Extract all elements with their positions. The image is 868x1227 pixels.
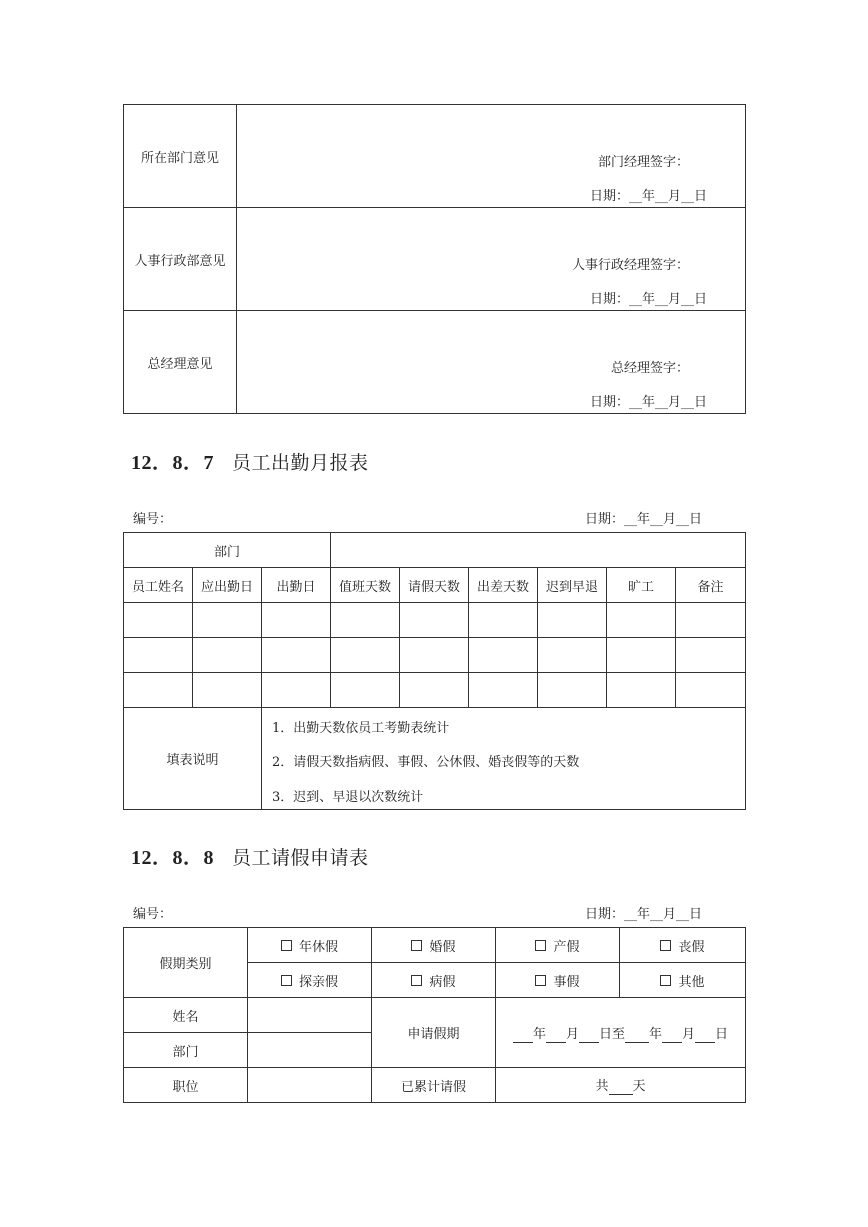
checkbox-icon[interactable] <box>281 940 292 951</box>
leave-type-option[interactable] <box>620 963 746 998</box>
section-title: 员工请假申请表 <box>232 847 369 869</box>
table-row <box>124 638 746 673</box>
checkbox-icon[interactable] <box>281 975 292 986</box>
note-item: 1．出勤天数依员工考勤表统计 <box>272 721 450 736</box>
date-label: 日期：__年__月__日 <box>585 907 703 922</box>
period-part: 日至 <box>598 1026 625 1042</box>
column-header: 备注 <box>676 568 746 603</box>
leave-type-option[interactable] <box>372 963 496 998</box>
column-header: 请假天数 <box>400 568 469 603</box>
input-cell[interactable] <box>124 603 193 638</box>
input-cell[interactable] <box>331 638 400 673</box>
leave-type-option[interactable] <box>496 928 620 963</box>
checkbox-icon[interactable] <box>535 940 546 951</box>
blank[interactable] <box>546 1027 566 1043</box>
blank[interactable] <box>513 1027 533 1043</box>
checkbox-icon[interactable] <box>660 940 671 951</box>
section-heading-leave <box>131 841 369 870</box>
name-field[interactable] <box>248 998 372 1033</box>
approval-table <box>123 104 746 414</box>
blank[interactable] <box>662 1027 682 1043</box>
gm-sign-label: 总经理签字： <box>610 361 689 376</box>
section-number: 12．8．8 <box>131 847 214 869</box>
serial-label: 编号： <box>133 512 173 527</box>
option-label: 婚假 <box>429 939 456 955</box>
input-cell[interactable] <box>676 638 746 673</box>
table-row <box>124 673 746 708</box>
hr-opinion-field[interactable] <box>237 208 746 311</box>
input-cell[interactable] <box>400 638 469 673</box>
period-part: 年 <box>649 1026 663 1042</box>
dept-opinion-field[interactable] <box>237 105 746 208</box>
section-heading-attendance <box>131 446 369 475</box>
input-cell[interactable] <box>676 673 746 708</box>
dept-manager-sign-label: 部门经理签字： <box>597 155 689 170</box>
input-cell[interactable] <box>331 673 400 708</box>
period-part: 月 <box>565 1026 579 1042</box>
input-cell[interactable] <box>676 603 746 638</box>
column-header: 出差天数 <box>469 568 538 603</box>
accum-prefix: 共 <box>595 1079 609 1094</box>
dept-label: 部门 <box>124 1033 248 1068</box>
input-cell[interactable] <box>124 673 193 708</box>
position-label: 职位 <box>124 1068 248 1103</box>
input-cell[interactable] <box>331 603 400 638</box>
input-cell[interactable] <box>469 638 538 673</box>
option-label: 年休假 <box>298 939 338 955</box>
hr-opinion-label: 人事行政部意见 <box>124 208 237 311</box>
leave-type-label: 假期类别 <box>124 928 248 998</box>
input-cell[interactable] <box>538 603 607 638</box>
input-cell[interactable] <box>469 673 538 708</box>
input-cell[interactable] <box>607 673 676 708</box>
gm-opinion-label: 总经理意见 <box>124 311 237 414</box>
position-field[interactable] <box>248 1068 372 1103</box>
column-header: 值班天数 <box>331 568 400 603</box>
input-cell[interactable] <box>469 603 538 638</box>
period-part: 年 <box>532 1026 546 1042</box>
period-part: 日 <box>715 1026 729 1042</box>
hr-opinion-date: 日期：__年__月__日 <box>589 292 707 307</box>
leave-type-option[interactable] <box>620 928 746 963</box>
blank[interactable] <box>625 1027 649 1043</box>
period-label: 申请假期 <box>372 998 496 1068</box>
dept-field[interactable] <box>331 533 746 568</box>
option-label: 丧假 <box>678 939 705 955</box>
leave-type-option[interactable] <box>496 963 620 998</box>
leave-type-option[interactable] <box>248 963 372 998</box>
input-cell[interactable] <box>400 673 469 708</box>
blank[interactable] <box>579 1027 599 1043</box>
column-header: 迟到早退 <box>538 568 607 603</box>
table-row <box>124 603 746 638</box>
leave-application-table <box>123 927 746 1103</box>
input-cell[interactable] <box>193 603 262 638</box>
period-field[interactable] <box>496 998 746 1068</box>
input-cell[interactable] <box>193 673 262 708</box>
checkbox-icon[interactable] <box>660 975 671 986</box>
checkbox-icon[interactable] <box>535 975 546 986</box>
blank[interactable] <box>695 1027 715 1043</box>
dept-opinion-date: 日期：__年__月__日 <box>589 189 707 204</box>
name-label: 姓名 <box>124 998 248 1033</box>
accum-field[interactable] <box>496 1068 746 1103</box>
input-cell[interactable] <box>262 673 331 708</box>
note-item: 3．迟到、早退以次数统计 <box>272 790 424 805</box>
option-label: 病假 <box>429 974 456 990</box>
date-label: 日期：__年__月__日 <box>585 512 703 527</box>
input-cell[interactable] <box>124 638 193 673</box>
dept-label: 部门 <box>124 533 331 568</box>
dept-field[interactable] <box>248 1033 372 1068</box>
input-cell[interactable] <box>538 638 607 673</box>
column-header: 旷工 <box>607 568 676 603</box>
section-number: 12．8．7 <box>131 452 214 474</box>
accum-label: 已累计请假 <box>372 1068 496 1103</box>
option-label: 事假 <box>553 974 580 990</box>
notes-label: 填表说明 <box>124 708 262 810</box>
input-cell[interactable] <box>193 638 262 673</box>
input-cell[interactable] <box>607 638 676 673</box>
column-header: 出勤日 <box>262 568 331 603</box>
input-cell[interactable] <box>262 603 331 638</box>
input-cell[interactable] <box>262 638 331 673</box>
column-header: 应出勤日 <box>193 568 262 603</box>
column-header: 员工姓名 <box>124 568 193 603</box>
input-cell[interactable] <box>607 603 676 638</box>
section-title: 员工出勤月报表 <box>232 452 369 474</box>
input-cell[interactable] <box>538 673 607 708</box>
option-label: 其他 <box>678 974 705 990</box>
attendance-table <box>123 532 746 810</box>
gm-opinion-field[interactable] <box>237 311 746 414</box>
input-cell[interactable] <box>400 603 469 638</box>
leave-type-option[interactable] <box>372 928 496 963</box>
option-label: 探亲假 <box>298 974 338 990</box>
checkbox-icon[interactable] <box>411 940 422 951</box>
gm-opinion-date: 日期：__年__月__日 <box>589 395 707 410</box>
note-item: 2．请假天数指病假、事假、公休假、婚丧假等的天数 <box>272 755 580 770</box>
notes-cell <box>262 708 746 810</box>
blank[interactable] <box>609 1079 633 1095</box>
checkbox-icon[interactable] <box>411 975 422 986</box>
accum-suffix: 天 <box>632 1079 646 1094</box>
serial-label: 编号： <box>133 907 173 922</box>
option-label: 产假 <box>553 939 580 955</box>
period-part: 月 <box>682 1026 696 1042</box>
leave-type-option[interactable] <box>248 928 372 963</box>
hr-manager-sign-label: 人事行政经理签字： <box>571 258 689 273</box>
dept-opinion-label: 所在部门意见 <box>124 105 237 208</box>
